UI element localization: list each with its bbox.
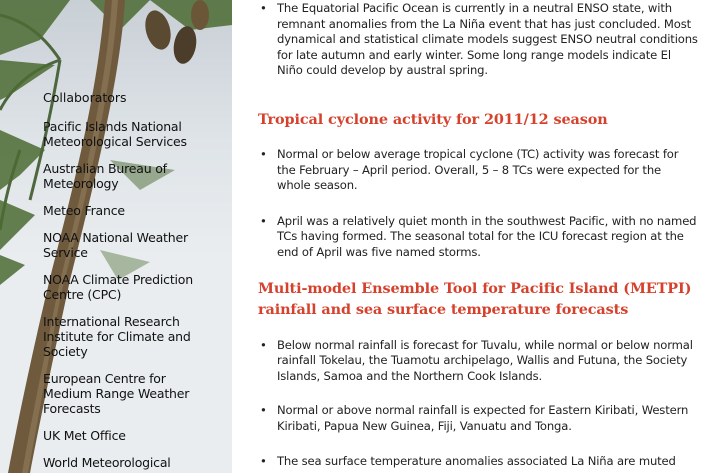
collaborator-item: Meteo France <box>43 203 125 218</box>
collaborator-item: NOAA National Weather Service <box>43 230 188 260</box>
palm-tree-photo <box>0 0 232 473</box>
collaborator-item: NOAA Climate Prediction Centre (CPC) <box>43 272 193 302</box>
collaborators-list <box>43 90 218 473</box>
section-title-tropical-cyclone: Tropical cyclone activity for 2011/12 season <box>258 110 608 128</box>
metpi-bullet: • The sea surface temperature anomalies associated La Niña are muted <box>258 454 698 470</box>
collaborator-item: Pacific Islands National Meteorological Services <box>43 119 187 149</box>
tc-bullet: • Normal or below average tropical cyclone (TC) activity was forecast for the February – April period. Overall, 5 – 8 TCs were expected for the whole season. <box>258 147 698 194</box>
collaborators-heading: Collaborators <box>43 90 127 105</box>
collaborator-item: World Meteorological <box>43 455 171 470</box>
collaborator-item: European Centre for Medium Range Weather Forecasts <box>43 371 190 416</box>
metpi-bullet: • Below normal rainfall is forecast for Tuvalu, while normal or below normal rainfall Tokelau, the Tuamotu archipelago, Wallis and Futuna, the Society Islands, Samoa and the Northern Cook Islands. <box>258 338 698 385</box>
section-title-metpi: Multi-model Ensemble Tool for Pacific Island (METPI) rainfall and sea surface temperature forecasts <box>258 279 692 318</box>
collaborator-item: Australian Bureau of Meteorology <box>43 161 167 191</box>
tc-bullet: • April was a relatively quiet month in the southwest Pacific, with no named TCs having formed. The seasonal total for the ICU forecast region at the end of April was five named storms. <box>258 214 698 261</box>
intro-bullet: • The Equatorial Pacific Ocean is currently in a neutral ENSO state, with remnant anomalies from the La Niña event that has just concluded. Most dynamical and statistical climate models suggest ENSO neutral conditions for late autumn and early winter. Some long range models indicate El Niño could develop by austral spring. <box>258 1 698 79</box>
collaborator-item: International Research Institute for Climate and Society <box>43 314 191 359</box>
collaborator-item: UK Met Office <box>43 428 126 443</box>
metpi-bullet: • Normal or above normal rainfall is expected for Eastern Kiribati, Western Kiribati, Papua New Guinea, Fiji, Vanuatu and Tonga. <box>258 403 698 434</box>
main-content <box>258 0 698 469</box>
